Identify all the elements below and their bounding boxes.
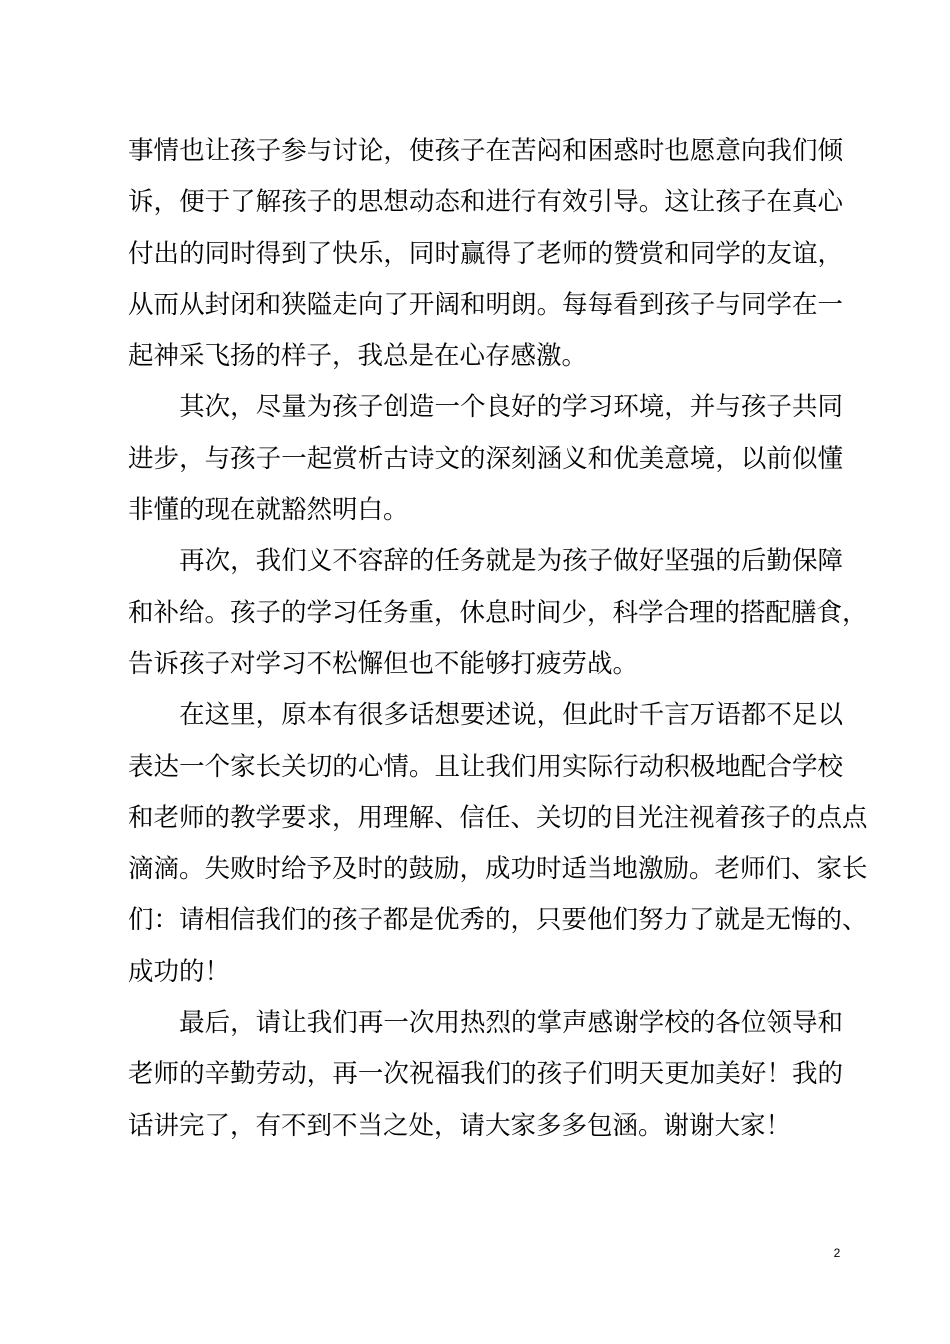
text-line: 成功的！ <box>128 956 231 987</box>
text-line: 话讲完了，有不到不当之处，请大家多多包涵。谢谢大家！ <box>128 1110 792 1141</box>
text-line: 和补给。孩子的学习任务重，休息时间少，科学合理的搭配膳食， <box>128 597 868 628</box>
text-line: 最后，请让我们再一次用热烈的掌声感谢学校的各位领导和 <box>128 1008 843 1039</box>
text-line: 其次，尽量为孩子创造一个良好的学习环境，并与孩子共同 <box>128 392 843 423</box>
text-line: 进步，与孩子一起赏析古诗文的深刻涵义和优美意境，以前似懂 <box>128 443 843 474</box>
text-line: 和老师的教学要求，用理解、信任、关切的目光注视着孩子的点点 <box>128 802 868 833</box>
text-line: 付出的同时得到了快乐，同时赢得了老师的赞赏和同学的友谊， <box>128 238 843 269</box>
text-line: 老师的辛勤劳动，再一次祝福我们的孩子们明天更加美好！我的 <box>128 1059 843 1090</box>
page-number: 2 <box>833 1246 841 1260</box>
text-line: 再次，我们义不容辞的任务就是为孩子做好坚强的后勤保障 <box>128 546 843 577</box>
text-line: 们：请相信我们的孩子都是优秀的，只要他们努力了就是无悔的、 <box>128 905 868 936</box>
text-line: 滴滴。失败时给予及时的鼓励，成功时适当地激励。老师们、家长 <box>128 854 868 885</box>
text-line: 在这里，原本有很多话想要述说，但此时千言万语都不足以 <box>128 700 843 731</box>
text-line: 起神采飞扬的样子，我总是在心存感激。 <box>128 341 588 372</box>
text-line: 事情也让孩子参与讨论，使孩子在苦闷和困惑时也愿意向我们倾 <box>128 136 843 166</box>
text-line: 诉，便于了解孩子的思想动态和进行有效引导。这让孩子在真心 <box>128 187 843 218</box>
text-line: 从而从封闭和狭隘走向了开阔和明朗。每每看到孩子与同学在一 <box>128 289 843 320</box>
text-line: 非懂的现在就豁然明白。 <box>128 495 409 526</box>
text-line: 表达一个家长关切的心情。且让我们用实际行动积极地配合学校 <box>128 751 843 782</box>
body-text <box>128 126 868 1152</box>
text-line: 告诉孩子对学习不松懈但也不能够打疲劳战。 <box>128 648 639 679</box>
